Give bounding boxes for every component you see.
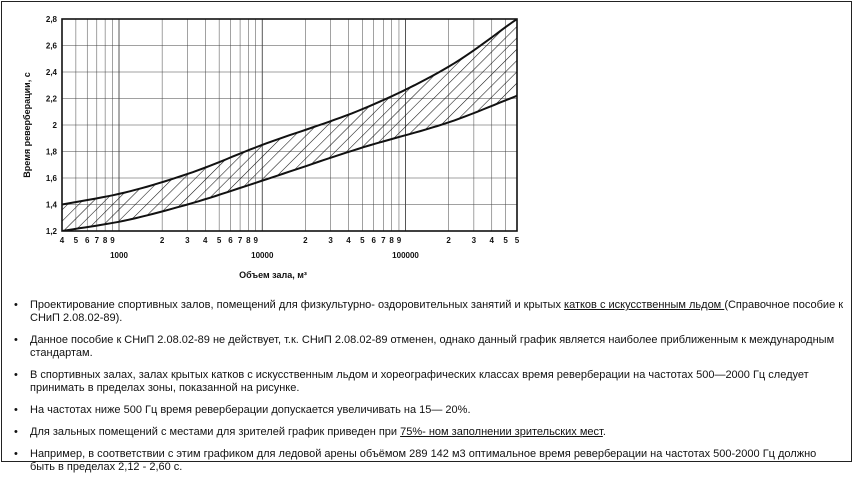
x-tick-label: 7: [237, 236, 243, 245]
notes-list: [14, 299, 844, 483]
x-tick-label: 3: [471, 236, 477, 245]
x-tick-label: 5: [360, 236, 365, 245]
note-item: • Проектирование спортивных залов, помещений для физкультурно- оздоровительных занятий и крытых катков с искусственным льдом (Справочное пособие к СНиП 2.08.02-89).: [14, 299, 844, 325]
y-tick-label: 1,4: [45, 200, 57, 210]
x-tick-label: 8: [389, 236, 394, 245]
note-item: • В спортивных залах, залах крытых катков с искусственным льдом и хореографических классах время реверберации на частотах 500—2000 Гц следует принимать в пределах зоны, показанной на рисунке.: [14, 369, 844, 395]
note-item: • На частотах ниже 500 Гц время реверберации допускается увеличивать на 15— 20%.: [14, 404, 844, 417]
x-tick-label: 9: [253, 236, 258, 245]
x-major-tick-label: 10000: [251, 251, 274, 260]
x-tick-label: 6: [371, 236, 376, 245]
x-tick-label: 3: [185, 236, 190, 245]
x-axis-label: Объем зала, м³: [239, 270, 307, 280]
x-tick-label: 4: [346, 236, 351, 245]
link-seat-occupancy[interactable]: 75%- ном заполнении зрительских мест: [400, 426, 603, 438]
x-tick-label: 5: [503, 236, 508, 245]
note-item: • Например, в соответствии с этим графиком для ледовой арены объёмом 289 142 м3 оптимальное время реверберации на частотах 500-2000 Гц должно быть в пределах 2,12 - 2,60 с.: [14, 448, 844, 474]
note-item: • Данное пособие к СНиП 2.08.02-89 не действует, т.к. СНиП 2.08.02-89 отменен, однако данный график является наиболее приближенным к международным стандартам.: [14, 334, 844, 360]
y-tick-label: 2: [52, 121, 57, 130]
x-tick-label: 5: [73, 236, 79, 245]
x-tick-label: 4: [203, 236, 208, 245]
x-tick-label: 3: [328, 236, 333, 245]
x-tick-label: 9: [110, 236, 115, 245]
x-tick-label: 5: [514, 236, 520, 245]
x-tick-label: 5: [216, 236, 222, 245]
x-tick-label: 6: [228, 236, 233, 245]
y-tick-label: 2,8: [45, 15, 57, 24]
y-tick-label: 1,6: [45, 174, 57, 183]
x-major-tick-label: 1000: [110, 251, 128, 260]
note-item: • Для зальных помещений с местами для зрителей график приведен при 75%- ном заполнении зрительских мест.: [14, 426, 844, 439]
y-tick-label: 2,2: [45, 94, 57, 104]
y-axis-label: Время реверберации, с: [22, 72, 32, 178]
x-tick-label: 2: [159, 236, 165, 245]
y-tick-label: 2,4: [45, 68, 57, 77]
x-tick-label: 8: [246, 236, 251, 245]
x-tick-label: 2: [446, 236, 451, 245]
x-tick-label: 8: [102, 236, 108, 245]
x-tick-label: 4: [59, 236, 65, 245]
y-tick-label: 2,6: [45, 41, 57, 51]
x-tick-label: 7: [94, 236, 100, 245]
x-tick-label: 7: [381, 236, 386, 245]
link-ice-rinks[interactable]: катков с искусственным льдом: [564, 299, 725, 311]
y-tick-label: 1,2: [45, 227, 57, 236]
x-tick-label: 9: [396, 236, 402, 245]
y-tick-label: 1,8: [45, 147, 57, 157]
x-tick-label: 4: [489, 236, 495, 245]
x-tick-label: 2: [303, 236, 308, 245]
x-major-tick-label: 100000: [392, 251, 419, 260]
x-tick-label: 6: [84, 236, 90, 245]
